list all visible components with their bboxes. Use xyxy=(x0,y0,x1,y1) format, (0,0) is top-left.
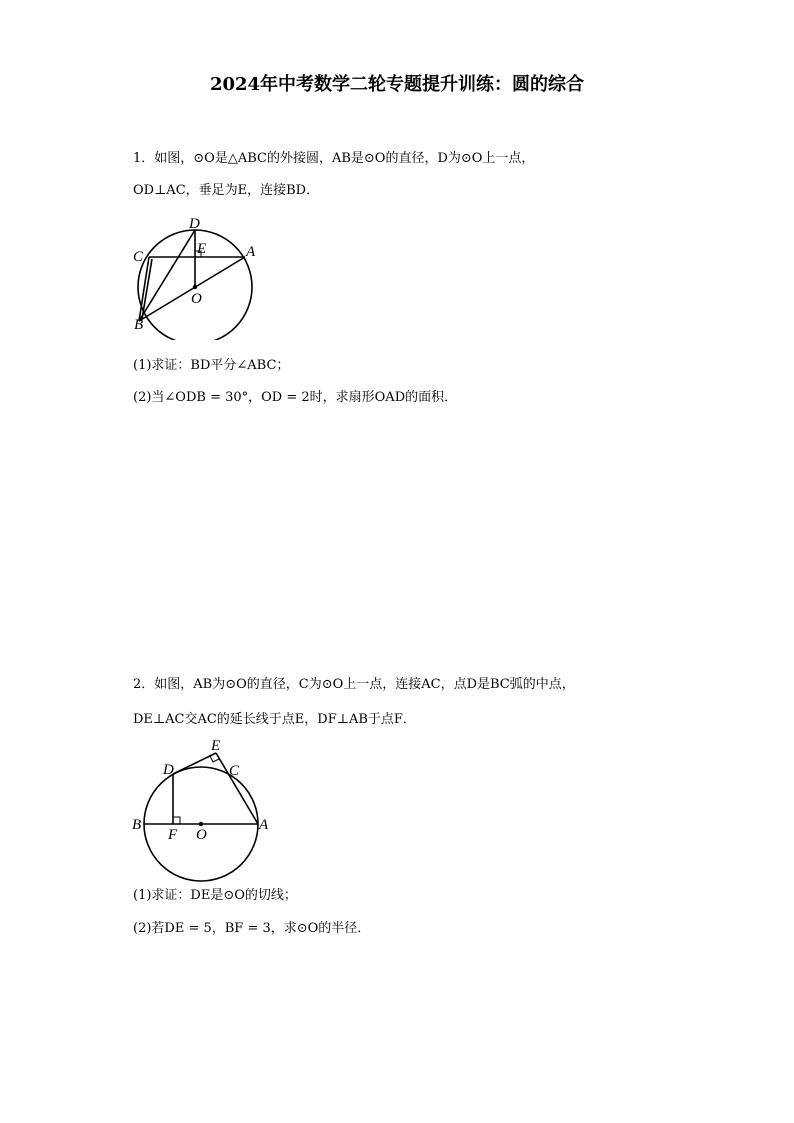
label-d: D xyxy=(189,216,200,232)
problem-1-part-2: (2)当∠ODB = 30°，OD = 2时，求扇形OAD的面积． xyxy=(133,390,458,405)
problem-1-statement-line1: 1．如图，⊙O是△ABC的外接圆，AB是⊙O的直径，D为⊙O上一点， xyxy=(133,151,535,166)
center-dot-o xyxy=(193,285,197,289)
label-d: D xyxy=(163,762,174,778)
problem-2-part-2: (2)若DE = 5，BF = 3，求⊙O的半径． xyxy=(133,921,371,936)
problem-2-figure xyxy=(128,733,278,883)
label-b: B xyxy=(132,817,142,833)
label-e: E xyxy=(197,241,207,257)
label-c: C xyxy=(133,249,144,265)
label-f: F xyxy=(168,827,178,843)
label-o: O xyxy=(196,827,207,843)
label-e: E xyxy=(211,738,221,754)
problem-2-statement-line2: DE⊥AC交AC的延长线于点E，DF⊥AB于点F． xyxy=(133,712,416,727)
segment-ab xyxy=(139,257,245,321)
label-a: A xyxy=(246,244,256,260)
label-o: O xyxy=(191,291,202,307)
problem-1-part-1: (1)求证：BD平分∠ABC； xyxy=(133,358,290,373)
problem-2-part-1: (1)求证：DE是⊙O的切线； xyxy=(133,888,297,903)
right-angle-mark-f xyxy=(173,817,180,824)
segment-de xyxy=(173,753,216,774)
page-title: 2024年中考数学二轮专题提升训练：圆的综合 xyxy=(209,74,585,95)
problem-1-statement-line2: OD⊥AC，垂足为E，连接BD． xyxy=(133,183,320,198)
center-dot-o xyxy=(199,822,203,826)
label-a: A xyxy=(259,817,269,833)
label-c: C xyxy=(229,763,240,779)
segment-db xyxy=(139,230,195,321)
label-b: B xyxy=(134,317,144,333)
problem-2-statement-line1: 2．如图，AB为⊙O的直径，C为⊙O上一点，连接AC，点D是BC弧的中点， xyxy=(133,677,575,692)
problem-1-figure xyxy=(125,205,265,340)
